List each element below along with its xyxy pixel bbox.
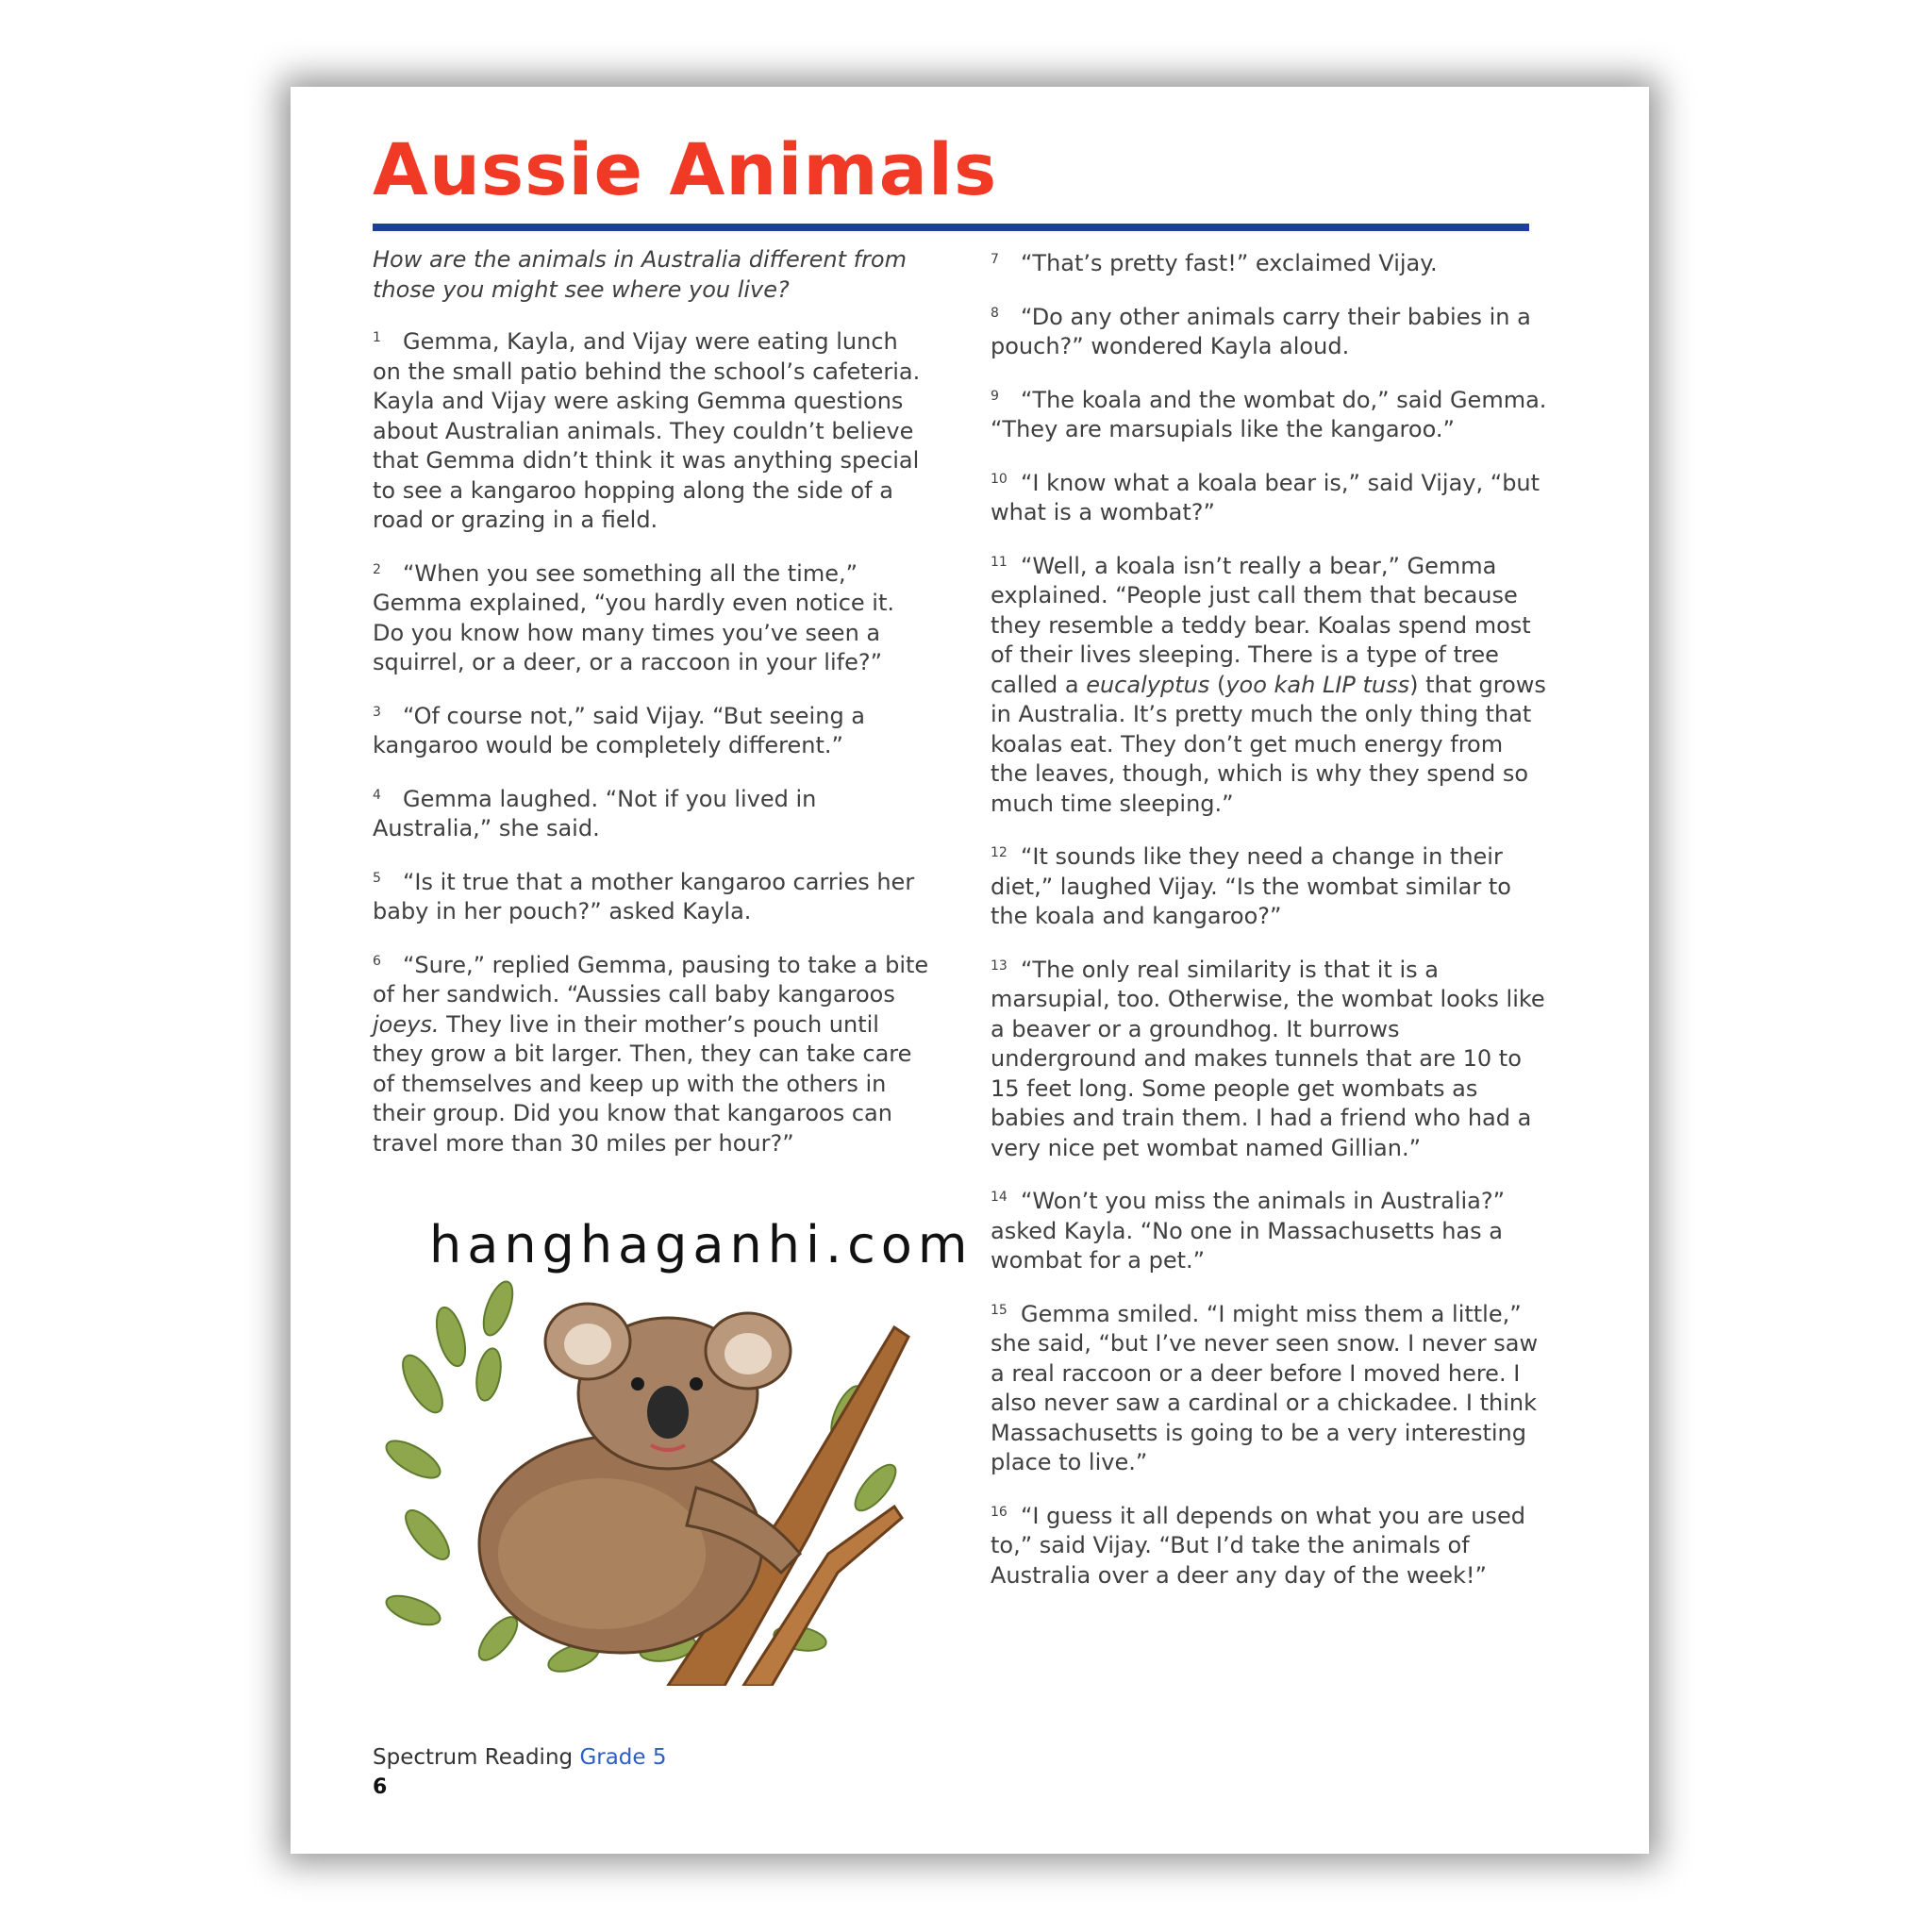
paragraph-1 xyxy=(373,324,929,536)
paragraph-text: “I know what a koala bear is,” said Vijay, “but what is a wombat?” xyxy=(991,469,1541,525)
paragraph-number: 11 xyxy=(991,554,1008,570)
document-page xyxy=(291,87,1649,1854)
paragraph-text: Gemma smiled. “I might miss them a little,” she said, “but I’ve never seen snow. I never saw a real raccoon or a deer before I moved here. I also never saw a cardinal or a chickadee. I think Massachusetts is going to be a very interesting place to live.” xyxy=(991,1300,1539,1475)
italic-term: eucalyptus xyxy=(1086,671,1210,698)
paragraph-number: 2 xyxy=(373,561,381,577)
paragraph-text: “Is it true that a mother kangaroo carries her baby in her pouch?” asked Kayla. xyxy=(373,868,915,924)
paragraph-number: 7 xyxy=(991,252,999,267)
paragraph-text: “Well, a koala isn’t really a bear,” Gemma explained. “People just call them that because they resemble a teddy bear. Koalas spend most of their lives sleeping. There is a type of tree called a xyxy=(991,552,1531,698)
paragraph-number: 3 xyxy=(373,704,381,720)
paragraph-7 xyxy=(991,245,1547,279)
paragraph-text: ) that grows in Australia. It’s pretty much the only thing that koalas eat. They don’t get much energy from the leaves, though, which is why they spend so much time sleeping.” xyxy=(991,671,1546,817)
page-title: Aussie Animals xyxy=(373,127,998,211)
title-rule xyxy=(373,224,1529,231)
paragraph-number: 1 xyxy=(373,330,381,345)
paragraph-11 xyxy=(991,548,1547,820)
paragraph-text: Gemma, Kayla, and Vijay were eating lunch on the small patio behind the school’s cafeteria. Kayla and Vijay were asking Gemma questions about Australian animals. They couldn’t believe that Gemma didn’t think it was anything special to see a kangaroo hopping along the side of a road or grazing in a field. xyxy=(373,328,921,533)
paragraph-16 xyxy=(991,1498,1547,1591)
footer-book: Spectrum Reading xyxy=(373,1745,574,1770)
paragraph-14 xyxy=(991,1183,1547,1276)
paragraph-5 xyxy=(373,864,929,927)
paragraph-4 xyxy=(373,781,929,844)
paragraph-6 xyxy=(373,947,929,1159)
paragraph-2 xyxy=(373,556,929,678)
paragraph-number: 12 xyxy=(991,845,1008,860)
paragraph-number: 13 xyxy=(991,958,1008,974)
paragraph-text: ( xyxy=(1209,671,1226,698)
guiding-question: How are the animals in Australia different from those you might see where you live? xyxy=(373,246,907,303)
paragraph-text: “The only real similarity is that it is a marsupial, too. Otherwise, the wombat looks like a beaver or a groundhog. It burrows underground and makes tunnels that are 10 to 15 feet long. Some people get wombats as babies and train them. I had a friend who had a very nice pet wombat named Gillian.” xyxy=(991,956,1545,1161)
paragraph-number: 14 xyxy=(991,1190,1008,1205)
paragraph-number: 15 xyxy=(991,1302,1008,1318)
paragraph-text: “When you see something all the time,” Gemma explained, “you hardly even notice it. Do you know how many times you’ve seen a squirrel, or a deer, or a raccoon in your life?” xyxy=(373,559,894,675)
paragraph-number: 10 xyxy=(991,471,1008,487)
paragraph-13 xyxy=(991,952,1547,1164)
paragraph-10 xyxy=(991,465,1547,528)
pronunciation: yoo kah LIP tuss xyxy=(1225,671,1410,698)
paragraph-number: 9 xyxy=(991,388,999,404)
paragraph-12 xyxy=(991,839,1547,932)
italic-term: joeys. xyxy=(373,1010,440,1038)
paragraph-number: 4 xyxy=(373,787,381,803)
paragraph-text: “It sounds like they need a change in their diet,” laughed Vijay. “Is the wombat similar to the koala and kangaroo?” xyxy=(991,843,1511,929)
koala-illustration xyxy=(385,1271,913,1686)
left-column xyxy=(373,245,929,1178)
paragraph-text: “Sure,” replied Gemma, pausing to take a bite of her sandwich. “Aussies call baby kangaroos xyxy=(373,951,929,1008)
paragraph-8 xyxy=(991,299,1547,362)
paragraph-3 xyxy=(373,698,929,761)
footer-grade: Grade 5 xyxy=(579,1745,667,1770)
paragraph-text: “I guess it all depends on what you are used to,” said Vijay. “But I’d take the animals of Australia over a deer any day of the week!” xyxy=(991,1502,1525,1589)
paragraph-9 xyxy=(991,382,1547,445)
paragraph-number: 16 xyxy=(991,1504,1008,1520)
paragraph-15 xyxy=(991,1296,1547,1478)
paragraph-number: 8 xyxy=(991,305,999,321)
footer-book-title xyxy=(373,1745,667,1770)
paragraph-text: “Do any other animals carry their babies in a pouch?” wondered Kayla aloud. xyxy=(991,303,1531,359)
page-number: 6 xyxy=(373,1775,388,1799)
paragraph-text: “Won’t you miss the animals in Australia?” asked Kayla. “No one in Massachusetts has a wombat for a pet.” xyxy=(991,1188,1506,1274)
paragraph-text: Gemma laughed. “Not if you lived in Australia,” she said. xyxy=(373,785,817,841)
watermark: hanghaganhi.com xyxy=(429,1215,974,1274)
right-column xyxy=(991,245,1547,1610)
paragraph-number: 5 xyxy=(373,870,381,886)
paragraph-text: “Of course not,” said Vijay. “But seeing a kangaroo would be completely different.” xyxy=(373,702,866,758)
paragraph-number: 6 xyxy=(373,953,381,969)
paragraph-text: “That’s pretty fast!” exclaimed Vijay. xyxy=(1021,250,1438,276)
paragraph-text: They live in their mother’s pouch until they grow a bit larger. Then, they can take care of themselves and keep up with the others in their group. Did you know that kangaroos can travel more than 30 miles per hour?” xyxy=(373,1010,912,1157)
paragraph-text: “The koala and the wombat do,” said Gemma. “They are marsupials like the kangaroo.” xyxy=(991,386,1547,442)
